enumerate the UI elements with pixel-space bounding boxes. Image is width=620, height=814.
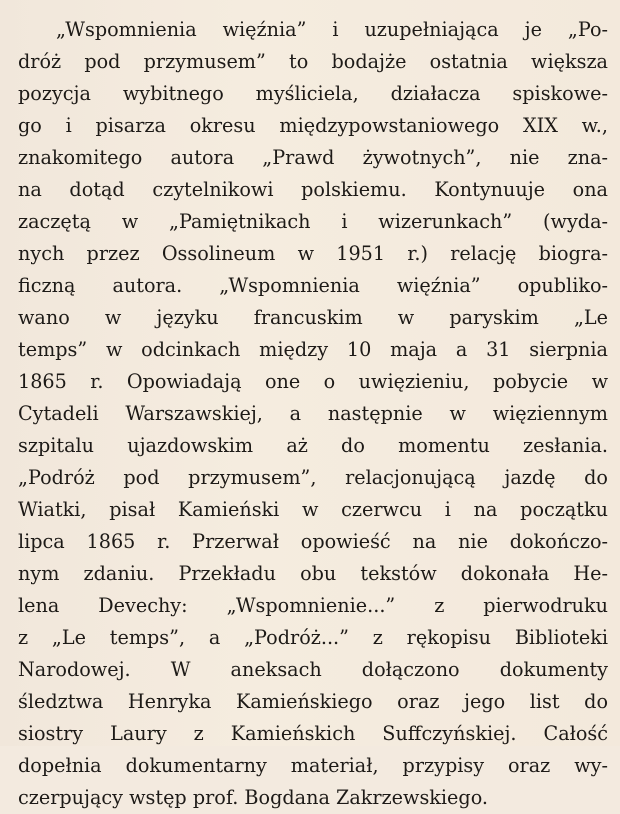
text-line: Wiatki, pisał Kamieński w czerwcu i na początku bbox=[18, 498, 608, 521]
text-line: znakomitego autora „Prawd żywotnych”, nie zna- bbox=[18, 146, 608, 169]
text-line: nym zdaniu. Przekładu obu tekstów dokonała He- bbox=[18, 562, 608, 585]
text-line: „Podróż pod przymusem”, relacjonującą jazdę do bbox=[18, 466, 608, 489]
text-line: wano w języku francuskim w paryskim „Le bbox=[18, 306, 608, 329]
paragraph bbox=[18, 14, 608, 814]
text-line: lipca 1865 r. Przerwał opowieść na nie dokończo- bbox=[18, 530, 608, 553]
text-line: Cytadeli Warszawskiej, a następnie w więziennym bbox=[18, 402, 608, 425]
text-line: dopełnia dokumentarny materiał, przypisy oraz wy- bbox=[18, 754, 608, 777]
text-line: lena Devechy: „Wspomnienie...” z pierwodruku bbox=[18, 594, 608, 617]
text-line: na dotąd czytelnikowi polskiemu. Kontynuuje ona bbox=[18, 178, 608, 201]
text-line: pozycja wybitnego myśliciela, działacza spiskowe- bbox=[18, 82, 608, 105]
text-line: szpitalu ujazdowskim aż do momentu zesłania. bbox=[18, 434, 608, 457]
text-line: Narodowej. W aneksach dołączono dokumenty bbox=[18, 658, 608, 681]
text-line: nych przez Ossolineum w 1951 r.) relację biogra- bbox=[18, 242, 608, 265]
text-line: 1865 r. Opowiadają one o uwięzieniu, pobycie w bbox=[18, 370, 608, 393]
text-line: ficzną autora. „Wspomnienia więźnia” opubliko- bbox=[18, 274, 608, 297]
text-line: dróż pod przymusem” to bodajże ostatnia większa bbox=[18, 50, 608, 73]
text-line: czerpujący wstęp prof. Bogdana Zakrzewskiego. bbox=[18, 786, 489, 809]
text-line: „Wspomnienia więźnia” i uzupełniająca je „Po- bbox=[56, 18, 608, 41]
text-line: śledztwa Henryka Kamieńskiego oraz jego list do bbox=[18, 690, 608, 713]
text-line: siostry Laury z Kamieńskich Suffczyńskiej. Całość bbox=[18, 722, 608, 745]
text-line: temps” w odcinkach między 10 maja a 31 sierpnia bbox=[18, 338, 608, 361]
text-line: go i pisarza okresu międzypowstaniowego XIX w., bbox=[18, 114, 608, 137]
text-line: z „Le temps”, a „Podróż...” z rękopisu Biblioteki bbox=[18, 626, 608, 649]
text-line: zaczętą w „Pamiętnikach i wizerunkach” (wyda- bbox=[18, 210, 608, 233]
